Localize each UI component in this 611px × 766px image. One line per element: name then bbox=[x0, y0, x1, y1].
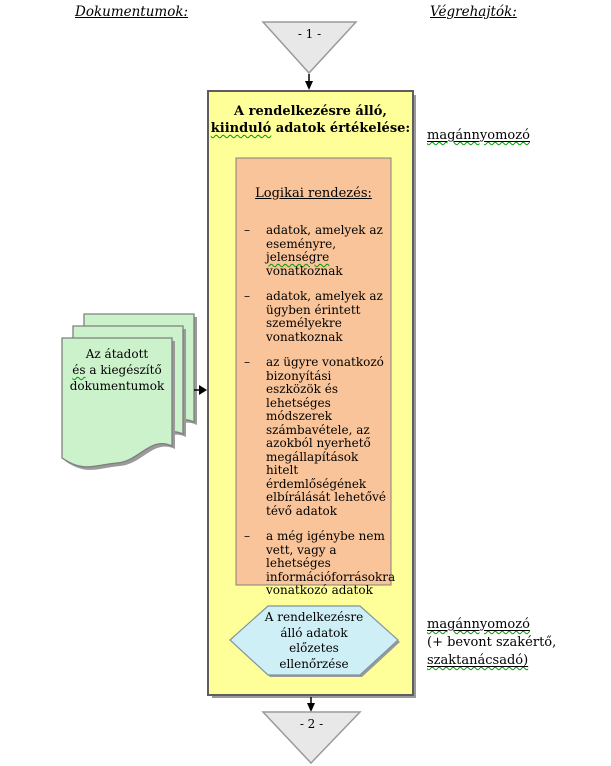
connector-1-label: - 1 - bbox=[297, 27, 322, 41]
executor-bottom-text1: magánnyomozó bbox=[427, 617, 530, 632]
process-title-line2-rest: adatok értékelése: bbox=[271, 121, 411, 136]
item1-post: vonatkoznak bbox=[266, 263, 343, 278]
executor-top-label bbox=[427, 127, 530, 145]
hexagon-label bbox=[246, 610, 382, 672]
logical-item-list bbox=[244, 223, 396, 610]
arrow-documents-head bbox=[199, 385, 207, 395]
list-item-text: adatok, amelyek az ügyben érintett személyekre vonatkoznak bbox=[266, 289, 383, 344]
executor-bottom-line1 bbox=[427, 616, 556, 634]
documents-wavy-word: és bbox=[72, 363, 86, 377]
hexagon-label-line3: előzetes bbox=[289, 641, 339, 655]
documents-label-line2-rest: a kiegészítő bbox=[85, 363, 162, 377]
executor-bottom-line2: (+ bevont szakértő, bbox=[427, 635, 557, 650]
list-item bbox=[244, 290, 386, 344]
documents-label-line3: dokumentumok bbox=[69, 379, 165, 393]
bullet-dash: – bbox=[244, 529, 250, 543]
list-item-text: az ügyre vonatkozó bizonyítási eszközök és lehetséges módszerek számbavétele, az azokból nyerhető megállapítások hitelt érdemlőségének elbírálását lehetővé tévő adatok bbox=[266, 355, 386, 518]
list-item-text bbox=[266, 224, 386, 278]
list-item bbox=[244, 529, 396, 598]
logical-box-heading: Logikai rendezés: bbox=[255, 186, 372, 201]
hexagon-label-line2: álló adatok bbox=[280, 625, 348, 640]
arrow-top-head bbox=[305, 81, 313, 90]
documents-label-line2 bbox=[62, 362, 172, 378]
list-item bbox=[244, 224, 386, 278]
bullet-dash: – bbox=[244, 223, 250, 237]
documents-label-line1: Az átadott bbox=[85, 347, 149, 361]
item1-pre: adatok, amelyek az eseményre, bbox=[266, 223, 383, 251]
process-box-title bbox=[210, 103, 411, 137]
executor-bottom-label bbox=[427, 616, 556, 670]
bullet-dash: – bbox=[244, 289, 250, 303]
arrow-bottom-head bbox=[307, 703, 315, 712]
executors-column-header: Végrehajtók: bbox=[430, 4, 517, 20]
connector-2-label: - 2 - bbox=[299, 717, 324, 731]
list-item-text: a még igénybe nem vett, vagy a lehetséges információforrásokra vonatkozó adatok bbox=[266, 529, 396, 597]
documents-label bbox=[62, 346, 172, 394]
list-item bbox=[244, 356, 386, 518]
executor-top-text: magánnyomozó bbox=[427, 128, 530, 143]
process-title-line1: A rendelkezésre álló, bbox=[234, 104, 387, 119]
executor-bottom-line3 bbox=[427, 652, 556, 670]
item1-wavy-word: jelenségre bbox=[266, 250, 330, 264]
process-title-wavy-word: kiinduló bbox=[210, 121, 272, 136]
bullet-dash: – bbox=[244, 355, 250, 369]
hexagon-label-line1: A rendelkezésre bbox=[264, 610, 364, 624]
documents-column-header: Dokumentumok: bbox=[75, 4, 189, 20]
executor-bottom-text3: szaktanácsadó) bbox=[427, 653, 529, 668]
hexagon-label-line4: ellenőrzése bbox=[279, 656, 349, 671]
process-title-line2 bbox=[210, 120, 411, 137]
